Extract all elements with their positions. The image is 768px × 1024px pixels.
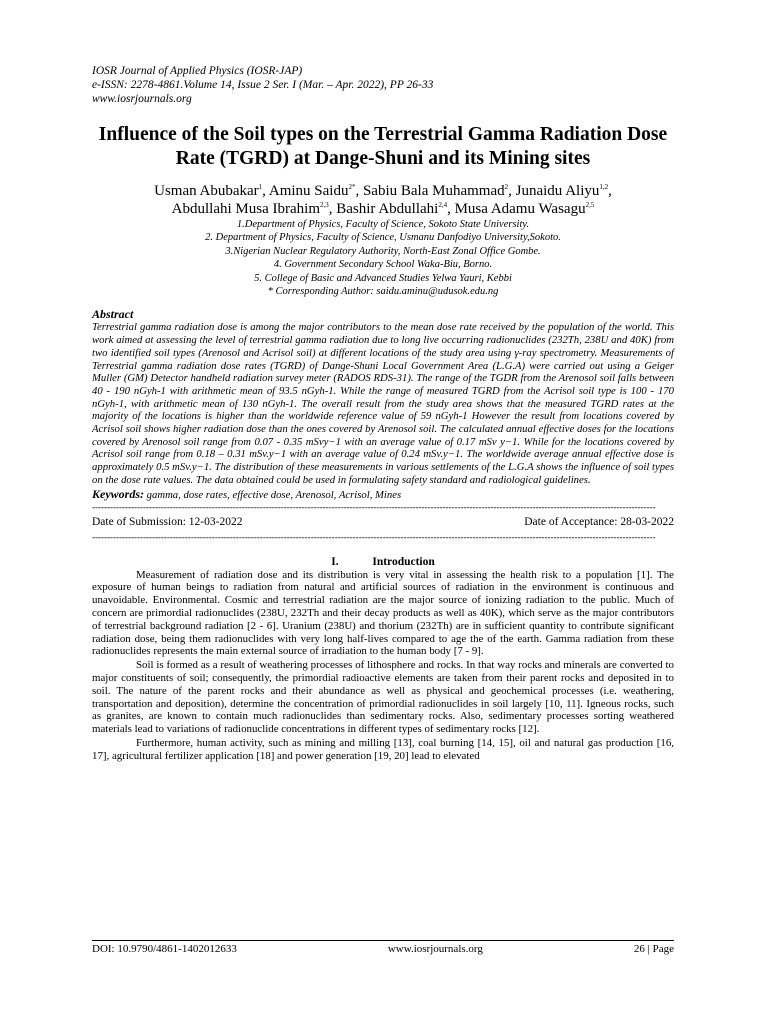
affiliation-2: 2. Department of Physics, Faculty of Science, Usmanu Danfodiyo University,Sokoto. [205, 232, 561, 244]
paper-page [92, 64, 674, 763]
section-heading [92, 556, 674, 569]
abstract-heading: Abstract [92, 307, 134, 322]
author-affiliation-marker: 2,3 [319, 201, 329, 209]
author-name: Sabiu Bala Muhammad [362, 183, 505, 199]
paper-title: Influence of the Soil types on the Terrestrial Gamma Radiation Dose Rate (TGRD) at Dange-Shuni and its Mining sites [98, 124, 668, 169]
author-affiliation-marker: 1,2 [599, 183, 609, 191]
author-affiliation-marker: 2* [348, 183, 356, 191]
author-name: Bashir Abdullahi [336, 201, 439, 217]
journal-header [92, 64, 674, 106]
keywords-label: Keywords: [92, 486, 144, 501]
journal-url[interactable]: www.iosrjournals.org [92, 93, 192, 105]
dates-row [92, 515, 674, 529]
author-affiliation-marker: 2,4 [438, 201, 448, 209]
section-title: Introduction [372, 555, 435, 568]
page-number: 26 | Page [633, 943, 674, 955]
author-affiliation-marker: 2 [504, 183, 509, 191]
footer-site[interactable]: www.iosrjournals.org [387, 943, 483, 955]
divider-bottom: -------------------------------------------------------------------------------------------------------------------------------------------------------------------------------------------- [92, 531, 656, 542]
acceptance-date: Date of Acceptance: 28-03-2022 [524, 515, 674, 528]
affiliation-5: 5. College of Basic and Advanced Studies Yelwa Yauri, Kebbi [254, 272, 512, 284]
author-name: Junaidu Aliyu [515, 183, 600, 199]
submission-date: Date of Submission: 12-03-2022 [92, 515, 243, 528]
doi: DOI: 10.9790/4861-1402012633 [92, 943, 237, 955]
affiliation-1: 1.Department of Physics, Faculty of Science, Sokoto State University. [236, 219, 530, 230]
keywords-text: gamma, dose rates, effective dose, Arenosol, Acrisol, Mines [146, 488, 402, 501]
page-footer [92, 940, 674, 955]
intro-paragraph-3: Furthermore, human activity, such as mining and milling [13], coal burning [14, 15], oil and natural gas production [16, 17], agricultural fertilizer application [18] and power generation [19, 20] lead to elevated [92, 736, 674, 762]
affiliations [92, 218, 674, 298]
author-affiliation-marker: 1 [258, 183, 263, 191]
author-name: Aminu Saidu [268, 183, 349, 199]
corresponding-author: * Corresponding Author: saidu.aminu@udusok.edu.ng [267, 286, 499, 298]
keywords [92, 488, 674, 502]
journal-name: IOSR Journal of Applied Physics (IOSR-JAP) [92, 65, 303, 77]
divider-top: -------------------------------------------------------------------------------------------------------------------------------------------------------------------------------------------- [92, 501, 656, 512]
section-number: I. [331, 555, 339, 568]
affiliation-4: 4. Government Secondary School Waka-Biu, Borno. [273, 259, 493, 271]
author-name: Abdullahi Musa Ibrahim [171, 201, 320, 217]
author-list: Usman Abubakar$^1$, Aminu Saidu$^{2*}$, Sabiu Bala Muhammad$^2$, Junaidu Aliyu$^{1,2}$, Abdullahi Musa Ibrahim$^{2,3}$, Bashir Abdullahi$^{2,4}$, Musa Adamu Wasagu$^{2,5}$ [154, 183, 612, 217]
intro-paragraph-2: Soil is formed as a result of weathering processes of lithosphere and rocks. In that way rocks and minerals are converted to major constituents of soil; consequently, the primordial radioactive elements are taken from their parent rocks and deposited in to soil. The nature of the parent rocks and their abundance as well as physical and geochemical processes (i.e. weathering, transportation and deposition), determine the concentration of primordial radionuclides in soil largely [10, 11]. Igneous rocks, such as granites, are known to contain much radionuclides than sedimentary rocks. Also, sedimentary processes sorting weathered materials lead to variations of radionuclide concentrations in different types of sedimentary rocks [12]. [92, 659, 674, 736]
abstract-text: Terrestrial gamma radiation dose is among the major contributors to the mean dose rate received by the population of the world. This work aimed at assessing the level of terrestrial gamma radiation due to long live occurring radionuclides (232Th, 238U and 40K) from two identified soil types (Arenosol and Acrisol soil) at different locations of the study area using γ-ray spectrometry. Measurements of Terrestrial gamma radiation dose rates (TGRD) of Dange-Shuni Local Government Area (L.G.A) were carried out using a Geiger Muller (GM) Detector handheld radiation survey meter (RADOS RDS-31). The range of the TGDR from the Arenosol soil falls between 40 - 190 nGyh-1 with arithmetic mean of 93.5 nGyh-1. While the range of measured TGRD from the Acrisol soil type is 100 - 170 nGyh-1, with arithmetic mean of 130 nGyh-1. The overall result from the study area shows that the measured TGRD rates at the majority of the locations is higher than the worldwide reference value of 59 nGyh-1 However the result from locations covered by Acrisol soil shows higher radiation dose than the ones covered by Arenosol soil. The calculated annual effective doses for the locations covered by Arenosol soil range from 0.07 - 0.35 mSvy−1 with an average value of 0.17 mSv y−1. While for the locations covered by Acrisol soil range from 0.18 – 0.31 mSv.y−1 with an average value of 0.24 mSv.y−1. The worldwide average annual effective dose is approximately 0.5 mSv.y−1. The distribution of these measurements in various settlements of the L.G.A shows the influence of soil types on the dose rate values. The data obtained could be used in formulating safety standard and radiological guidelines. [92, 321, 674, 486]
intro-paragraph-1: Measurement of radiation dose and its distribution is very vital in assessing the health risk to a population [1]. The exposure of human beings to radiation from natural and artificial sources of radiation in the environment is continuous and unavoidable. Environmental. Cosmic and terrestrial radiation are the major source of ionizing radiation to the public. Much of concern are primordial radionuclides (238U, 232Th and their decay products as well as 40K), which serve as the major contributors of terrestrial background radiation [2 - 6]. Uranium (238U) and thorium (232Th) are in sufficient quantity to contribute significant radiation dose, being them radionuclides with very long half-lives compared to age the of the earth. Gamma radiation from these radionuclides represents the main external source of irradiation to the human body [7 - 9]. [92, 568, 674, 658]
author-name: Musa Adamu Wasagu [454, 201, 586, 217]
author-name: Usman Abubakar [154, 183, 259, 199]
journal-issn: e-ISSN: 2278-4861.Volume 14, Issue 2 Ser. I (Mar. – Apr. 2022), PP 26-33 [92, 79, 434, 91]
author-affiliation-marker: 2,5 [585, 201, 595, 209]
affiliation-3: 3.Nigerian Nuclear Regulatory Authority, North-East Zonal Office Gombe. [225, 245, 541, 257]
